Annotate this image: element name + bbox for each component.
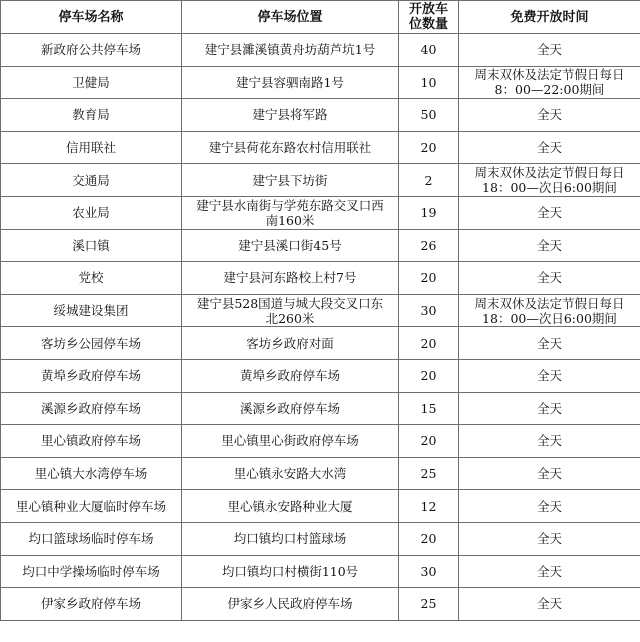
cell-location: 里心镇永安路大水湾 [182,457,399,490]
cell-spaces: 20 [399,359,459,392]
table-row [1,425,640,458]
cell-spaces: 26 [399,229,459,262]
cell-spaces: 2 [399,164,459,197]
cell-spaces: 12 [399,490,459,523]
cell-spaces: 50 [399,99,459,132]
table-row [1,457,640,490]
table-header [1,1,640,34]
cell-name: 里心镇种业大厦临时停车场 [1,490,182,523]
cell-free-hours: 全天 [459,262,640,295]
cell-location: 里心镇里心街政府停车场 [182,425,399,458]
cell-spaces: 20 [399,327,459,360]
header-spaces: 开放车 位数量 [399,1,459,34]
cell-spaces: 20 [399,522,459,555]
cell-name: 客坊乡公园停车场 [1,327,182,360]
cell-location: 建宁县容驷南路1号 [182,66,399,99]
table-row [1,229,640,262]
header-location: 停车场位置 [182,1,399,34]
cell-name: 卫健局 [1,66,182,99]
cell-location: 均口镇均口村横街110号 [182,555,399,588]
cell-spaces: 30 [399,555,459,588]
cell-free-hours: 全天 [459,196,640,229]
cell-free-hours: 全天 [459,588,640,621]
cell-free-hours: 周末双休及法定节假日每日 18：00—次日6:00期间 [459,294,640,327]
table-row [1,555,640,588]
cell-location: 伊家乡人民政府停车场 [182,588,399,621]
table-row [1,327,640,360]
cell-free-hours: 全天 [459,359,640,392]
cell-free-hours: 全天 [459,34,640,67]
cell-spaces: 19 [399,196,459,229]
cell-location: 建宁县下坊街 [182,164,399,197]
cell-name: 里心镇政府停车场 [1,425,182,458]
cell-name: 里心镇大水湾停车场 [1,457,182,490]
cell-spaces: 20 [399,262,459,295]
header-name: 停车场名称 [1,1,182,34]
cell-location: 建宁县水南街与学苑东路交叉口西 南160米 [182,196,399,229]
cell-spaces: 20 [399,131,459,164]
cell-free-hours: 全天 [459,229,640,262]
table-row [1,294,640,327]
cell-name: 农业局 [1,196,182,229]
table-row [1,196,640,229]
cell-location: 建宁县荷花东路农村信用联社 [182,131,399,164]
cell-free-hours: 全天 [459,99,640,132]
cell-spaces: 25 [399,457,459,490]
cell-free-hours: 全天 [459,490,640,523]
cell-name: 教育局 [1,99,182,132]
cell-name: 均口篮球场临时停车场 [1,522,182,555]
table-row [1,490,640,523]
cell-free-hours: 周末双休及法定节假日每日 8：00—22:00期间 [459,66,640,99]
cell-name: 信用联社 [1,131,182,164]
cell-free-hours: 全天 [459,131,640,164]
cell-location: 建宁县濉溪镇黄舟坊葫芦坑1号 [182,34,399,67]
table-row [1,588,640,621]
cell-name: 党校 [1,262,182,295]
cell-location: 建宁县528国道与城大段交叉口东 北260米 [182,294,399,327]
cell-location: 建宁县将军路 [182,99,399,132]
cell-name: 交通局 [1,164,182,197]
table-row [1,262,640,295]
cell-name: 溪口镇 [1,229,182,262]
table-row [1,164,640,197]
cell-location: 溪源乡政府停车场 [182,392,399,425]
header-free-hours: 免费开放时间 [459,1,640,34]
cell-name: 绥城建设集团 [1,294,182,327]
cell-free-hours: 全天 [459,392,640,425]
cell-free-hours: 全天 [459,425,640,458]
cell-free-hours: 周末双休及法定节假日每日 18：00—次日6:00期间 [459,164,640,197]
cell-name: 新政府公共停车场 [1,34,182,67]
cell-name: 黄埠乡政府停车场 [1,359,182,392]
table-row [1,522,640,555]
cell-free-hours: 全天 [459,457,640,490]
cell-name: 均口中学操场临时停车场 [1,555,182,588]
table-row [1,131,640,164]
header-row [1,1,640,34]
cell-spaces: 20 [399,425,459,458]
cell-spaces: 15 [399,392,459,425]
cell-name: 溪源乡政府停车场 [1,392,182,425]
cell-spaces: 25 [399,588,459,621]
cell-name: 伊家乡政府停车场 [1,588,182,621]
cell-location: 建宁县溪口街45号 [182,229,399,262]
table-row [1,359,640,392]
cell-spaces: 30 [399,294,459,327]
cell-spaces: 40 [399,34,459,67]
cell-free-hours: 全天 [459,555,640,588]
table-row [1,99,640,132]
cell-free-hours: 全天 [459,327,640,360]
table-row [1,34,640,67]
table-body [1,34,640,621]
cell-location: 里心镇永安路种业大厦 [182,490,399,523]
cell-spaces: 10 [399,66,459,99]
cell-free-hours: 全天 [459,522,640,555]
table-row [1,392,640,425]
table-row [1,66,640,99]
cell-location: 黄埠乡政府停车场 [182,359,399,392]
cell-location: 客坊乡政府对面 [182,327,399,360]
cell-location: 均口镇均口村篮球场 [182,522,399,555]
cell-location: 建宁县河东路校上村7号 [182,262,399,295]
